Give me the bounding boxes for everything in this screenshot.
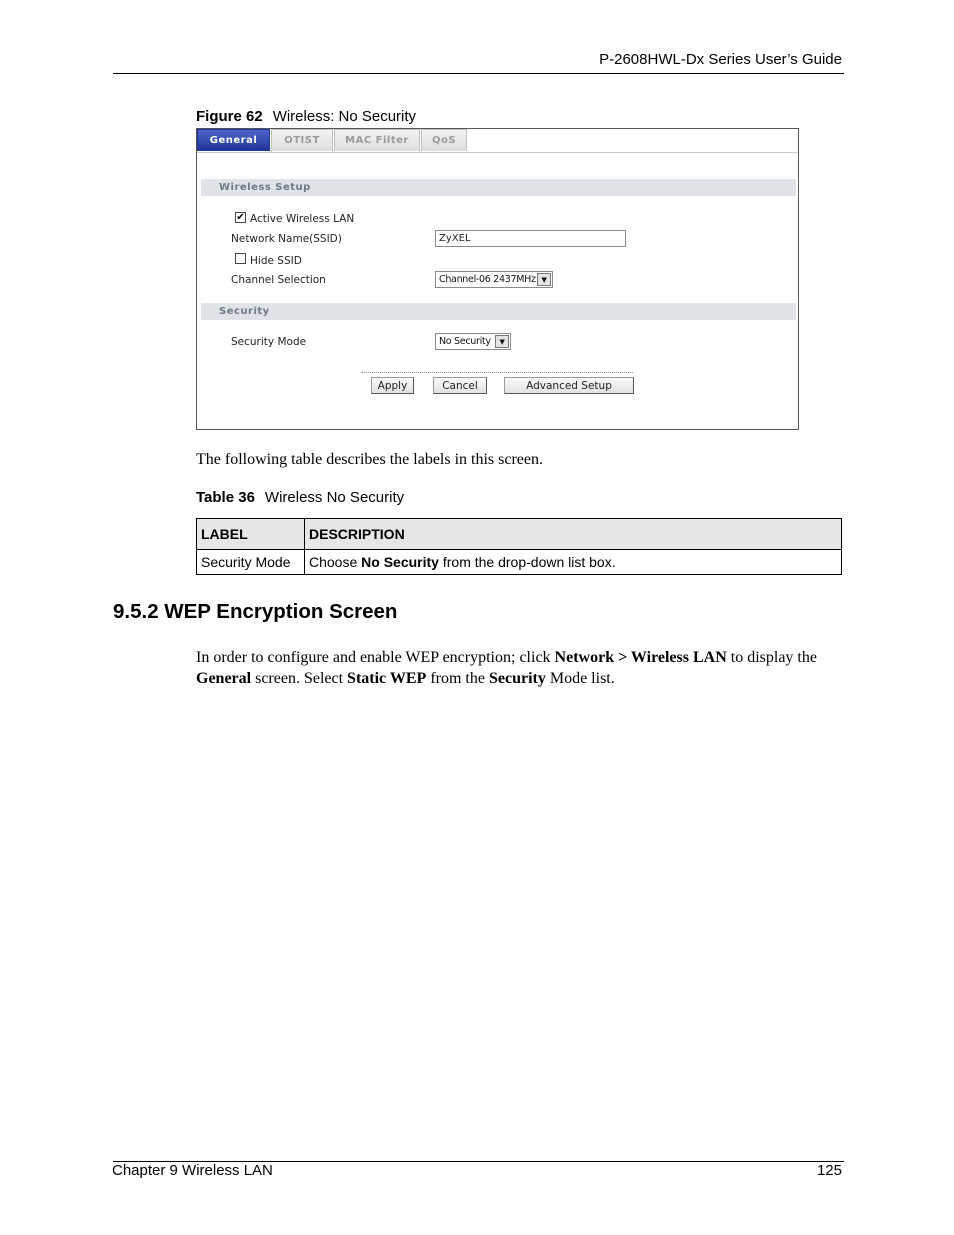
security-mode-select[interactable] [435, 333, 511, 350]
section-paragraph [196, 647, 842, 689]
tab-qos[interactable]: QoS [421, 129, 467, 151]
figure-title: Wireless: No Security [272, 108, 417, 125]
apply-button[interactable]: Apply [371, 377, 414, 394]
section-heading: 9.5.2 WEP Encryption Screen [113, 600, 398, 623]
para-text: screen. Select [251, 670, 348, 687]
desc-text: Choose [309, 554, 362, 570]
channel-select[interactable] [435, 271, 553, 288]
para-emphasis: Network > Wireless LAN [554, 649, 727, 666]
button-divider [361, 372, 633, 373]
chevron-down-icon: ▼ [537, 273, 551, 286]
channel-select-value: Channel-06 2437MHz [439, 274, 536, 285]
para-emphasis: General [196, 670, 252, 687]
chevron-down-icon: ▼ [495, 335, 509, 348]
para-text: from the [426, 670, 489, 687]
wireless-screenshot [196, 128, 799, 430]
para-text: Mode list. [545, 670, 615, 687]
para-text: In order to configure and enable WEP encryption; click [196, 649, 555, 666]
label-description-table [196, 518, 842, 575]
label-column-header: LABEL [197, 519, 305, 550]
table-caption [196, 489, 404, 506]
hide-ssid-checkbox[interactable] [235, 253, 246, 264]
row-label: Security Mode [197, 550, 305, 575]
header-rule [113, 73, 844, 74]
security-heading: Security [201, 303, 796, 320]
figure-number: Figure 62 [196, 108, 263, 125]
tab-otist[interactable]: OTIST [271, 129, 333, 151]
footer-page-number: 125 [816, 1162, 842, 1179]
security-mode-label: Security Mode [231, 336, 307, 348]
advanced-setup-button[interactable]: Advanced Setup [504, 377, 634, 394]
desc-text: from the drop-down list box. [438, 554, 616, 570]
para-text: to display the [726, 649, 817, 666]
cancel-button[interactable]: Cancel [433, 377, 487, 394]
channel-selection-label: Channel Selection [231, 274, 326, 286]
security-mode-value: No Security [439, 336, 491, 347]
active-wireless-lan-label: Active Wireless LAN [250, 213, 355, 225]
tab-general[interactable]: General [197, 129, 270, 151]
ssid-input[interactable]: ZyXEL [435, 230, 626, 247]
row-description [305, 550, 842, 575]
tab-bar [197, 129, 468, 152]
desc-emphasis: No Security [361, 554, 439, 570]
tab-mac-filter[interactable]: MAC Filter [334, 129, 420, 151]
hide-ssid-label: Hide SSID [250, 255, 302, 267]
para-emphasis: Static WEP [347, 670, 427, 687]
ssid-label: Network Name(SSID) [231, 233, 342, 245]
table-row [197, 550, 842, 575]
tab-divider [197, 152, 798, 153]
table-intro-text: The following table describes the labels in this screen. [196, 451, 544, 468]
wireless-setup-heading: Wireless Setup [201, 179, 796, 196]
para-emphasis: Security [488, 670, 546, 687]
active-wireless-lan-checkbox[interactable]: ✔ [236, 212, 245, 223]
table-header-row [197, 519, 842, 550]
description-column-header: DESCRIPTION [305, 519, 842, 550]
footer-chapter: Chapter 9 Wireless LAN [112, 1162, 273, 1179]
table-number: Table 36 [196, 489, 255, 506]
running-header: P-2608HWL-Dx Series User’s Guide [599, 51, 842, 68]
table-title: Wireless No Security [264, 489, 405, 506]
figure-caption [196, 108, 416, 125]
